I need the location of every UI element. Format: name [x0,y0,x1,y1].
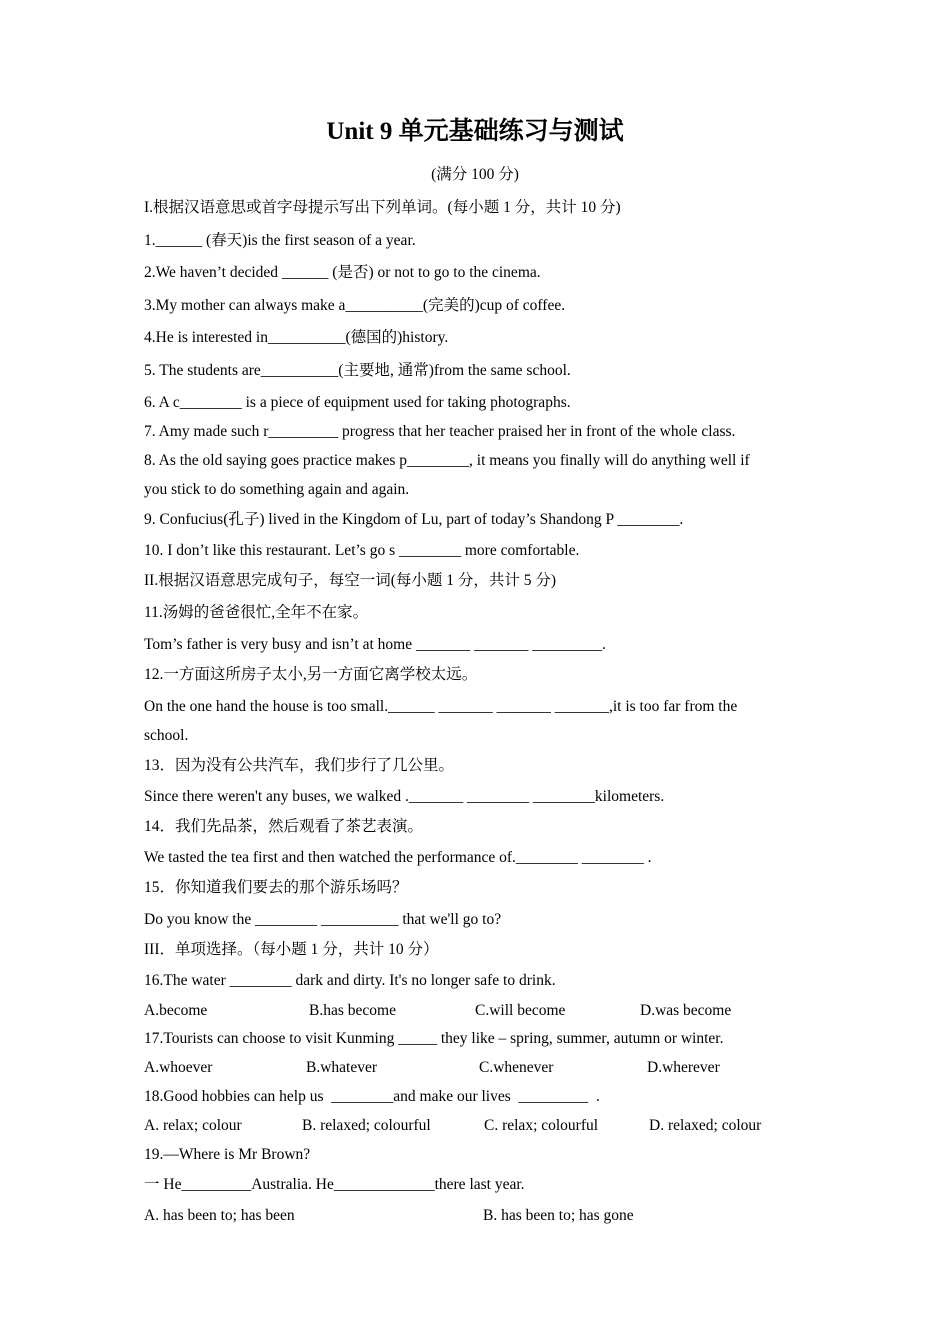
question-13-chinese: 13．因为没有公共汽车，我们步行了几公里。 [144,757,455,774]
question-18-stem: 18.Good hobbies can help us ________and make our lives _________ . [144,1088,600,1105]
question-12-english-line-2: school. [144,727,189,744]
question-18-option-c: C. relax; colourful [484,1117,599,1134]
section-3-heading: III．单项选择。（每小题 1 分，共计 10 分） [144,941,439,958]
question-14-chinese: 14．我们先品茶，然后观看了茶艺表演。 [144,818,424,835]
question-18-option-a: A. relax; colour [144,1117,242,1134]
question-19-reply: 一 He_________Australia. He_____________there last year. [144,1176,525,1193]
question-11-chinese: 11.汤姆的爸爸很忙,全年不在家。 [144,604,369,621]
question-8-line-2: you stick to do something again and again. [144,481,410,498]
question-2: 2.We haven’t decided ______ (是否) or not to go to the cinema. [144,264,541,281]
total-score: (满分 100 分) [431,166,519,183]
question-5: 5. The students are__________(主要地, 通常)from the same school. [144,362,571,379]
question-18-option-b: B. relaxed; colourful [302,1117,431,1134]
question-7: 7. Amy made such r_________ progress that her teacher praised her in front of the whole class. [144,423,736,440]
question-12-chinese: 12.一方面这所房子太小,另一方面它离学校太远。 [144,666,478,683]
section-1-heading: I.根据汉语意思或首字母提示写出下列单词。(每小题 1 分，共计 10 分) [144,199,621,216]
question-1: 1.______ (春天)is the first season of a year. [144,232,416,249]
question-16-option-a: A.become [144,1002,208,1019]
question-10: 10. I don’t like this restaurant. Let’s go s ________ more comfortable. [144,542,580,559]
question-17-option-b: B.whatever [306,1059,378,1076]
question-8-line-1: 8. As the old saying goes practice makes p________, it means you finally will do anything well if [144,452,750,469]
question-16-option-b: B.has become [309,1002,396,1019]
question-9: 9. Confucius(孔子) lived in the Kingdom of Lu, part of today’s Shandong P ________. [144,511,684,528]
question-17-option-c: C.whenever [479,1059,554,1076]
page-title: Unit 9 单元基础练习与测试 [326,118,624,145]
question-13-english: Since there weren't any buses, we walked ._______ ________ ________kilometers. [144,788,665,805]
question-14-english: We tasted the tea first and then watched the performance of.________ ________ . [144,849,652,866]
question-16-option-d: D.was become [640,1002,732,1019]
question-11-english: Tom’s father is very busy and isn’t at home _______ _______ _________. [144,636,606,653]
question-18-option-d: D. relaxed; colour [649,1117,762,1134]
question-19-option-a: A. has been to; has been [144,1207,295,1224]
question-3: 3.My mother can always make a__________(完美的)cup of coffee. [144,297,566,314]
question-15-english: Do you know the ________ __________ that we'll go to? [144,911,502,928]
question-16-stem: 16.The water ________ dark and dirty. It's no longer safe to drink. [144,972,556,989]
question-17-option-d: D.wherever [647,1059,720,1076]
question-4: 4.He is interested in__________(德国的)history. [144,329,449,346]
question-6: 6. A c________ is a piece of equipment used for taking photographs. [144,394,571,411]
question-19-option-b: B. has been to; has gone [483,1207,634,1224]
question-17-stem: 17.Tourists can choose to visit Kunming _____ they like – spring, summer, autumn or winter. [144,1030,724,1047]
question-15-chinese: 15．你知道我们要去的那个游乐场吗？ [144,879,408,896]
question-12-english-line-1: On the one hand the house is too small.______ _______ _______ _______,it is too far from the [144,698,738,715]
question-17-option-a: A.whoever [144,1059,213,1076]
section-2-heading: II.根据汉语意思完成句子，每空一词(每小题 1 分，共计 5 分) [144,572,557,589]
question-19-stem: 19.—Where is Mr Brown? [144,1146,311,1163]
question-16-option-c: C.will become [475,1002,566,1019]
